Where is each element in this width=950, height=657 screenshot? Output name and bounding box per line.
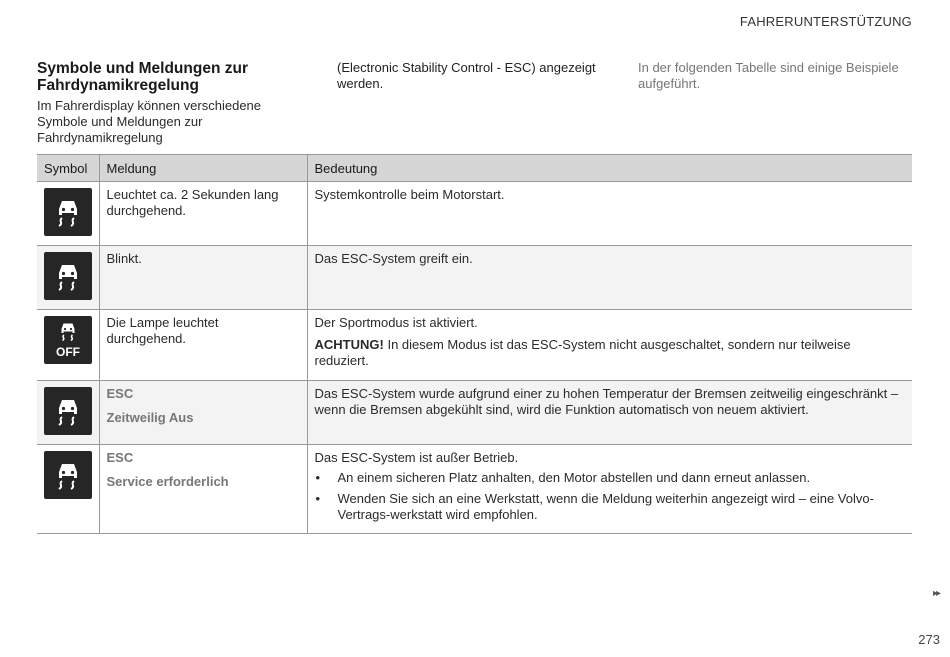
page-number: 273 xyxy=(918,632,940,647)
meaning-cell: Das ESC-System greift ein. xyxy=(307,246,912,310)
message-subtitle: Service erforderlich xyxy=(106,474,229,489)
meaning-cell: Das ESC-System wurde aufgrund einer zu hohen Temperatur der Bremsen zeitweilig eingeschränkt – wenn die Bremsen abgekühlt sind, wird die Funktion automatisch von neuem aktiviert. xyxy=(307,381,912,445)
message-cell: Blinkt. xyxy=(99,246,307,310)
list-item: • Wenden Sie sich an eine Werkstatt, wenn die Meldung weiterhin angezeigt wird – eine Volvo-Vertrags-werkstatt wird empfohlen. xyxy=(315,491,906,523)
table-header-row xyxy=(37,155,912,182)
message-subtitle: Zeitweilig Aus xyxy=(106,410,194,425)
section-label: FAHRERUNTERSTÜTZUNG xyxy=(739,14,912,29)
esc-icon xyxy=(44,387,92,435)
table-row xyxy=(37,182,912,246)
symbol-cell xyxy=(37,182,99,246)
table-row xyxy=(37,310,912,381)
meaning-cell xyxy=(307,310,912,381)
esc-off-icon xyxy=(44,316,92,364)
esc-icon xyxy=(44,188,92,236)
intro-text-3: In der folgenden Tabelle sind einige Beispiele aufgeführt. xyxy=(638,60,899,91)
symbol-cell xyxy=(37,246,99,310)
symbol-cell xyxy=(37,310,99,381)
list-item: • An einem sicheren Platz anhalten, den Motor abstellen und dann erneut anlassen. xyxy=(315,470,906,486)
meaning-text: Der Sportmodus ist aktiviert. xyxy=(314,315,478,330)
esc-symbol-table xyxy=(37,154,912,534)
header-meaning: Bedeutung xyxy=(307,155,912,182)
table-row xyxy=(37,246,912,310)
meaning-cell: Systemkontrolle beim Motorstart. xyxy=(307,182,912,246)
message-cell: Leuchtet ca. 2 Sekunden lang durchgehend. xyxy=(99,182,307,246)
meaning-text: Das ESC-System ist außer Betrieb. xyxy=(314,450,519,465)
intro-text-2: (Electronic Stability Control - ESC) angezeigt werden. xyxy=(337,60,596,91)
esc-icon xyxy=(44,451,92,499)
warning-label: ACHTUNG! xyxy=(314,337,384,352)
instruction-list xyxy=(315,470,906,523)
meaning-cell xyxy=(307,445,912,534)
header-symbol: Symbol xyxy=(37,155,99,182)
esc-off-icon-label: OFF xyxy=(56,345,80,359)
message-cell: Die Lampe leuchtet durchgehend. xyxy=(99,310,307,381)
next-page-icon[interactable]: ▸▸ xyxy=(932,588,939,599)
message-cell xyxy=(99,445,307,534)
table-row xyxy=(37,445,912,534)
warning-note xyxy=(315,337,906,369)
message-title: ESC xyxy=(106,386,134,401)
symbol-cell xyxy=(37,445,99,534)
esc-icon xyxy=(44,252,92,300)
message-title: ESC xyxy=(106,450,134,465)
intro-col-1 xyxy=(37,60,312,146)
symbol-cell xyxy=(37,381,99,445)
message-cell xyxy=(99,381,307,445)
table-row xyxy=(37,381,912,445)
header-message: Meldung xyxy=(99,155,307,182)
intro-text-1: Im Fahrerdisplay können verschiedene Symbole und Meldungen zur Fahrdynamikregelung xyxy=(37,98,262,145)
section-heading: Symbole und Meldungen zur Fahrdynamikregelung xyxy=(37,60,248,94)
warning-text: In diesem Modus ist das ESC-System nicht ausgeschaltet, sondern nur teilweise reduziert. xyxy=(314,337,851,368)
